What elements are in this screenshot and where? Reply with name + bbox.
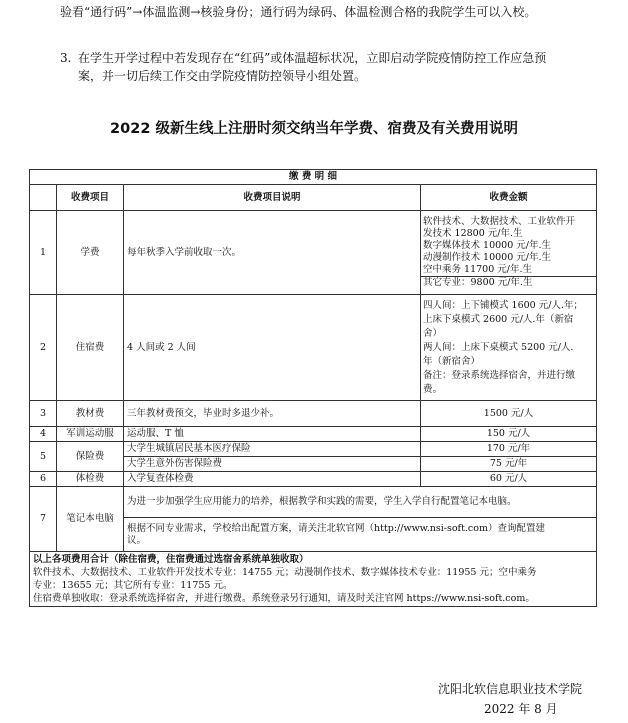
row-item: 军训运动服 — [57, 427, 124, 442]
row-desc: 大学生意外伤害保险费 — [124, 457, 421, 472]
fee-line: 其它专业：9800 元/年.生 — [421, 276, 596, 289]
row-number: 5 — [30, 442, 57, 472]
fee-line: 数字媒体技术 10000 元/年.生 — [423, 240, 551, 251]
row-fee — [421, 295, 597, 401]
fee-line: 费。 — [423, 383, 443, 395]
fee-line: 年（新宿舍） — [423, 355, 481, 367]
desc-line: 议。 — [127, 534, 147, 546]
page-title: 2022 级新生线上注册时须交纳当年学费、宿费及有关费用说明 — [110, 121, 518, 137]
fee-line: 上床下桌模式 2600 元/人.年（新宿 — [423, 313, 574, 325]
table-row — [30, 295, 597, 401]
row-desc: 每年秋季入学前收取一次。 — [124, 211, 421, 295]
table-row — [30, 472, 597, 487]
intro-line-3: 案，并一切后续工作交由学院疫情防控领导小组处置。 — [78, 69, 367, 83]
row-desc: 运动服、T 恤 — [124, 427, 421, 442]
footer-line: 住宿费单独收取：登录系统选择宿舍，并进行缴费。系统登录另行通知，请及时关注官网 https://www.nsi-soft.com。 — [33, 593, 535, 604]
list-number-3: 3. — [60, 51, 72, 65]
fee-table — [29, 169, 597, 607]
header-desc: 收费项目说明 — [124, 185, 421, 211]
row-number: 1 — [30, 211, 57, 295]
row-number: 7 — [30, 487, 57, 552]
fee-line: 发技术 12800 元/年.生 — [423, 228, 523, 239]
row-item: 体检费 — [57, 472, 124, 487]
issue-date: 2022 年 8 月 — [484, 702, 558, 716]
row-fee: 1500 元/人 — [421, 401, 597, 427]
row-number: 2 — [30, 295, 57, 401]
row-desc: 为进一步加强学生应用能力的培养，根据教学和实践的需要，学生入学自行配置笔记本电脑。 — [124, 487, 597, 518]
row-item: 笔记本电脑 — [57, 487, 124, 552]
header-item: 收费项目 — [57, 185, 124, 211]
fee-line: 动漫制作技术 10000 元/年.生 — [423, 252, 551, 263]
row-item: 住宿费 — [57, 295, 124, 401]
table-row — [30, 487, 597, 518]
table-footer — [30, 552, 597, 607]
row-desc — [124, 518, 597, 552]
desc-line: 根据不同专业需求，学校给出配置方案，请关注北软官网（http://www.nsi-soft.com）查询配置建 — [127, 522, 545, 534]
fee-line: 软件技术、大数据技术、工业软件开 — [423, 216, 576, 227]
intro-line-2: 在学生开学过程中若发现存在“红码”或体温超标状况，立即启动学院疫情防控工作应急预 — [78, 51, 547, 65]
table-row — [30, 427, 597, 442]
row-fee — [421, 211, 597, 295]
table-row — [30, 211, 597, 295]
row-number: 6 — [30, 472, 57, 487]
table-banner: 缴 费 明 细 — [30, 170, 597, 185]
row-item: 保险费 — [57, 442, 124, 472]
row-item: 教材费 — [57, 401, 124, 427]
row-desc: 4 人间或 2 人间 — [124, 295, 421, 401]
table-row — [30, 442, 597, 457]
footer-line: 专业：13655 元；其它所有专业：11755 元。 — [33, 580, 233, 591]
footer-total-heading: 以上各项费用合计（除住宿费，住宿费通过选宿舍系统单独收取） — [33, 554, 309, 565]
fee-line: 空中乘务 11700 元/年.生 — [423, 264, 532, 275]
row-fee: 60 元/人 — [421, 472, 597, 487]
row-fee: 150 元/人 — [421, 427, 597, 442]
intro-line-1: 验看“通行码”→体温监测→核验身份；通行码为绿码、体温检测合格的我院学生可以入校。 — [60, 5, 537, 19]
header-fee: 收费金额 — [421, 185, 597, 211]
fee-line: 两人间：上床下桌模式 5200 元/人. — [423, 341, 574, 353]
row-number: 3 — [30, 401, 57, 427]
row-fee: 75 元/年 — [421, 457, 597, 472]
fee-line: 舍） — [423, 327, 443, 339]
footer-line: 软件技术、大数据技术、工业软件开发技术专业：14755 元；动漫制作技术、数字媒体技术专业：11955 元；空中乘务 — [33, 567, 537, 578]
fee-line: 四人间：上下铺模式 1600 元/人.年； — [423, 299, 583, 311]
header-blank — [30, 185, 57, 211]
row-desc: 大学生城镇居民基本医疗保险 — [124, 442, 421, 457]
row-item: 学费 — [57, 211, 124, 295]
row-desc: 入学复查体检费 — [124, 472, 421, 487]
fee-line: 备注：登录系统选择宿舍，并进行缴 — [423, 369, 576, 381]
row-number: 4 — [30, 427, 57, 442]
school-name: 沈阳北软信息职业技术学院 — [438, 682, 583, 696]
row-fee: 170 元/年 — [421, 442, 597, 457]
row-desc: 三年教材费预交，毕业时多退少补。 — [124, 401, 421, 427]
table-row — [30, 401, 597, 427]
